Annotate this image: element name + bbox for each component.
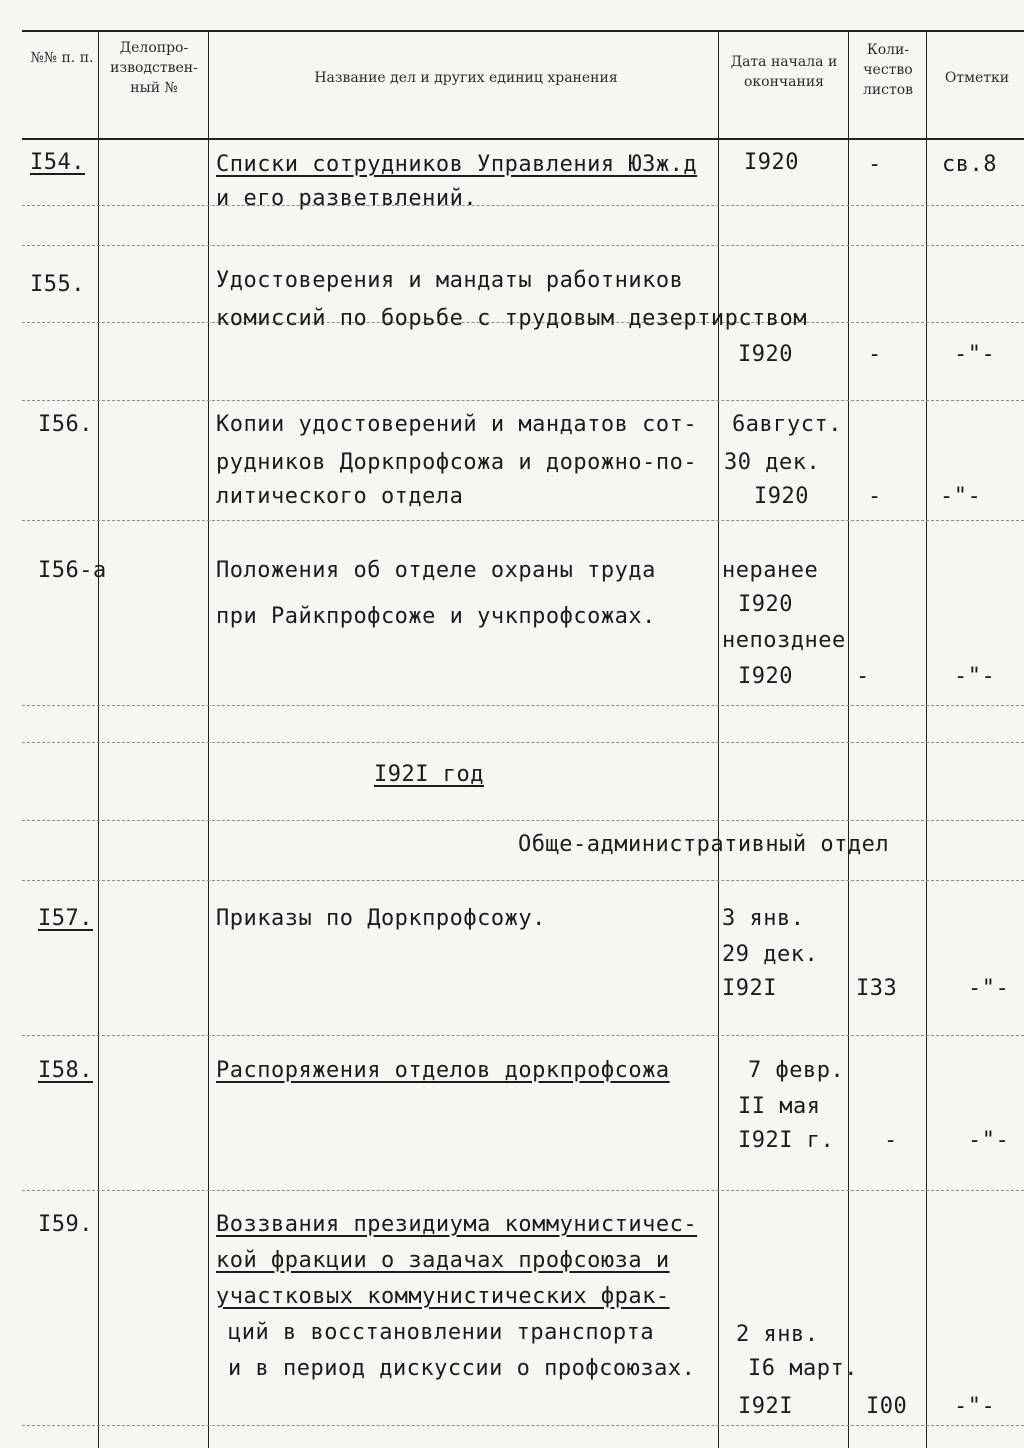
- row-157-date-year: I92I: [722, 976, 777, 1001]
- row-156a-count: -: [856, 664, 870, 689]
- row-157-title-line-1: Приказы по Доркпрофсожу.: [216, 906, 546, 931]
- row-158-date-year: I92I г.: [738, 1128, 835, 1153]
- col-divider-2: [208, 30, 209, 1448]
- ruled-line: [22, 1035, 1024, 1036]
- col-divider-5: [926, 30, 927, 1448]
- row-156-title-line-2: рудников Доркпрофсожа и дорожно-по-: [216, 450, 698, 475]
- row-156-count: -: [868, 484, 882, 509]
- row-155-note: -"-: [954, 342, 996, 367]
- row-156a-date-4: I920: [738, 664, 793, 689]
- row-159-title-line-2: кой фракции о задачах профсоюза и: [216, 1248, 670, 1273]
- row-156-date-end: 30 дек.: [724, 450, 821, 475]
- header-title: Название дел и других единиц хранения: [314, 70, 618, 86]
- row-155-count: -: [868, 342, 882, 367]
- ruled-line: [22, 1190, 1024, 1191]
- row-159-title-line-3: участковых коммунистических фрак-: [216, 1284, 670, 1309]
- row-159-count: I00: [866, 1394, 908, 1419]
- row-156a-title-line-1: Положения об отделе охраны труда: [216, 558, 656, 583]
- row-156a-number: I56-а: [38, 558, 107, 583]
- row-156a-note: -"-: [954, 664, 996, 689]
- row-155-number: I55.: [30, 272, 85, 297]
- row-159-title-line-1: Воззвания президиума коммунистичес-: [216, 1212, 698, 1237]
- row-157-note: -"-: [968, 976, 1010, 1001]
- row-158-title-line-1: Распоряжения отделов доркпрофсожа: [216, 1058, 670, 1083]
- row-155-title-line-1: Удостоверения и мандаты работников: [216, 268, 684, 293]
- row-158-date-end: II мая: [738, 1094, 821, 1119]
- row-154-title-line-1: Списки сотрудников Управления ЮЗж.д: [216, 152, 698, 177]
- header-dates: Дата начала и окончания: [730, 54, 838, 90]
- row-154-date: I920: [744, 150, 799, 175]
- row-158-date-start: 7 февр.: [748, 1058, 845, 1083]
- row-154-title-line-2: и его разветвлений.: [216, 186, 478, 211]
- header-bottom-border: [22, 138, 1024, 140]
- row-156-title-line-1: Копии удостоверений и мандатов сот-: [216, 412, 698, 437]
- row-157-count: I33: [856, 976, 898, 1001]
- row-159-note: -"-: [954, 1394, 996, 1419]
- col-divider-4: [848, 30, 849, 1448]
- ruled-line: [22, 742, 1024, 743]
- year-heading: I92I год: [374, 762, 484, 787]
- row-159-title-line-4: ций в восстановлении транспорта: [228, 1320, 655, 1345]
- row-157-number: I57.: [38, 906, 93, 931]
- row-156a-date-3: непозднее: [722, 628, 846, 653]
- header-notes: Отметки: [944, 70, 1010, 86]
- row-156-note: -"-: [940, 484, 982, 509]
- row-158-number: I58.: [38, 1058, 93, 1083]
- ruled-line: [22, 400, 1024, 401]
- row-155-date: I920: [738, 342, 793, 367]
- row-157-date-start: 3 янв.: [722, 906, 805, 931]
- col-divider-3: [718, 30, 719, 1448]
- row-156a-title-line-2: при Райкпрофсоже и учкпрофсожах.: [216, 604, 656, 629]
- col-divider-1: [98, 30, 99, 1448]
- header-delo: Делопро- изводствен- ный №: [110, 40, 198, 96]
- header-count: Коли- чество листов: [862, 42, 914, 98]
- row-158-note: -"-: [968, 1128, 1010, 1153]
- ruled-line: [22, 880, 1024, 881]
- ruled-line: [22, 820, 1024, 821]
- row-156-date-year: I920: [754, 484, 809, 509]
- row-156-number: I56.: [38, 412, 93, 437]
- row-156-date-start: 6август.: [732, 412, 842, 437]
- row-155-title-line-2: комиссий по борьбе с трудовым дезертирством: [216, 306, 808, 331]
- row-154-note: св.8: [942, 152, 997, 177]
- row-159-number: I59.: [38, 1212, 93, 1237]
- header-top-border: [22, 30, 1024, 32]
- row-159-date-end: I6 март.: [748, 1356, 858, 1381]
- row-159-title-line-5: и в период дискуссии о профсоюзах.: [228, 1356, 696, 1381]
- row-159-date-start: 2 янв.: [736, 1322, 819, 1347]
- row-156-title-line-3: литического отдела: [216, 484, 464, 509]
- header-num: №№ п. п.: [30, 50, 94, 66]
- ruled-line: [22, 205, 1024, 206]
- row-154-number: I54.: [30, 150, 85, 175]
- ruled-line: [22, 705, 1024, 706]
- row-156a-date-1: неранее: [722, 558, 819, 583]
- row-156a-date-2: I920: [738, 592, 793, 617]
- ruled-line: [22, 520, 1024, 521]
- row-158-count: -: [884, 1128, 898, 1153]
- row-157-date-end: 29 дек.: [722, 942, 819, 967]
- ruled-line: [22, 1425, 1024, 1426]
- row-154-count: -: [868, 152, 882, 177]
- ruled-line: [22, 245, 1024, 246]
- row-159-date-year: I92I: [738, 1394, 793, 1419]
- section-heading: Обще-административный отдел: [518, 832, 890, 857]
